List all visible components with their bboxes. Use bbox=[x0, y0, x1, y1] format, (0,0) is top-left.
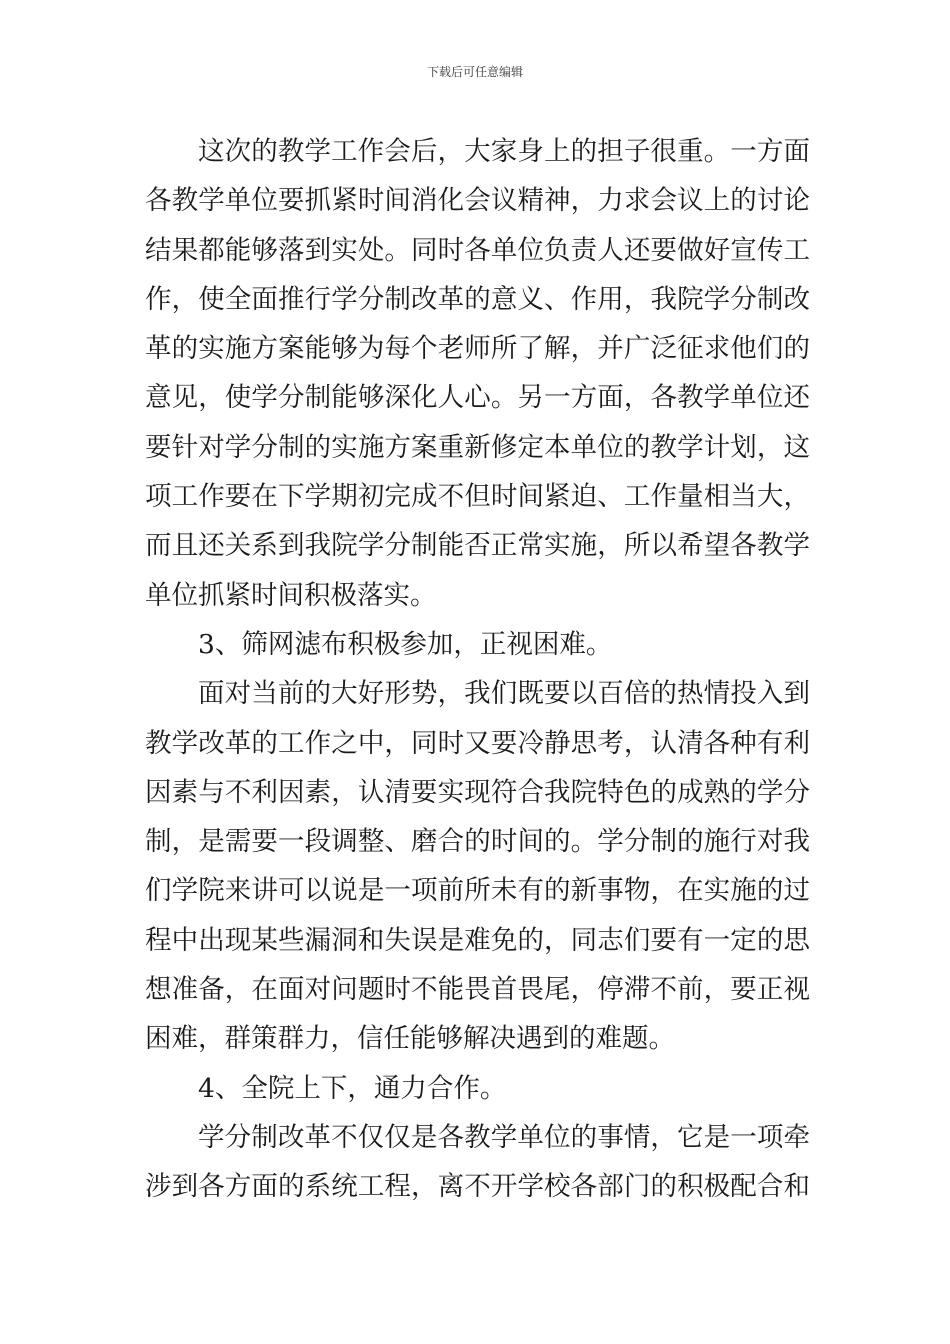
text-line: 面对当前的大好形势，我们既要以百倍的热情投入到 bbox=[198, 678, 810, 710]
text-line: 结果都能够落到实处。同时各单位负责人还要做好宣传工 bbox=[145, 234, 810, 266]
text-line: 困难，群策群力，信任能够解决遇到的难题。 bbox=[145, 1023, 675, 1055]
text-line: 们学院来讲可以说是一项前所未有的新事物，在实施的过 bbox=[145, 875, 810, 907]
text-line: 学分制改革不仅仅是各教学单位的事情，它是一项牵 bbox=[198, 1121, 810, 1153]
text-line: 意见，使学分制能够深化人心。另一方面，各教学单位还 bbox=[145, 382, 810, 414]
text-line: 3、筛网滤布积极参加，正视困难。 bbox=[198, 628, 613, 660]
text-line: 4、全院上下，通力合作。 bbox=[198, 1072, 507, 1104]
text-line: 想准备，在面对问题时不能畏首畏尾，停滞不前，要正视 bbox=[145, 974, 810, 1006]
text-line: 革的实施方案能够为每个老师所了解，并广泛征求他们的 bbox=[145, 333, 810, 365]
text-line: 因素与不利因素，认清要实现符合我院特色的成熟的学分 bbox=[145, 776, 810, 808]
text-line: 这次的教学工作会后，大家身上的担子很重。一方面 bbox=[198, 136, 810, 167]
text-line: 要针对学分制的实施方案重新修定本单位的教学计划，这 bbox=[145, 431, 810, 463]
text-line: 程中出现某些漏洞和失误是难免的，同志们要有一定的思 bbox=[145, 924, 810, 956]
text-line: 制，是需要一段调整、磨合的时间的。学分制的施行对我 bbox=[145, 826, 810, 858]
document-body bbox=[145, 127, 810, 1212]
text-line: 各教学单位要抓紧时间消化会议精神，力求会议上的讨论 bbox=[145, 185, 810, 217]
text-line: 项工作要在下学期初完成不但时间紧迫、工作量相当大， bbox=[145, 481, 810, 513]
page-header: 下载后可任意编辑 bbox=[426, 65, 523, 79]
text-line: 教学改革的工作之中，同时又要冷静思考，认清各种有利 bbox=[145, 727, 810, 759]
text-line: 涉到各方面的系统工程，离不开学校各部门的积极配合和 bbox=[145, 1171, 810, 1203]
text-line: 作，使全面推行学分制改革的意义、作用，我院学分制改 bbox=[145, 283, 810, 315]
text-line: 而且还关系到我院学分制能否正常实施，所以希望各教学 bbox=[145, 530, 810, 562]
text-line: 单位抓紧时间积极落实。 bbox=[145, 579, 437, 611]
